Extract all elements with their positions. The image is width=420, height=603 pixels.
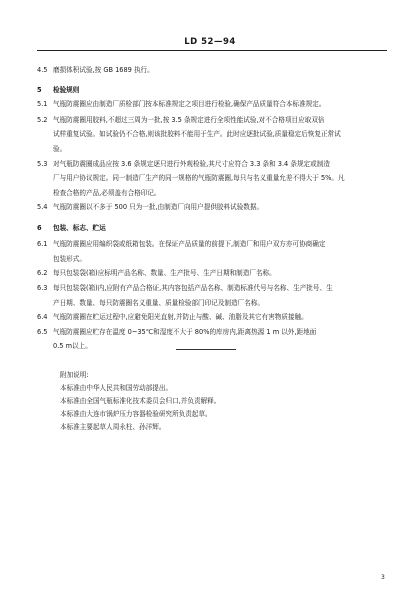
clause-text: 对气瓶防震圈成品应按 3.6 条规定逐只进行外观检验,其尺寸应符合 3.3 条和 3.4 条规定或制造	[53, 160, 330, 168]
body-line	[37, 328, 316, 337]
clause-text: 每只包装袋(箱)应标明产品名称、数量、生产批号、生产日期和制造厂名称。	[53, 269, 276, 277]
clause-number: 5.1	[37, 100, 48, 108]
body-line	[37, 299, 264, 308]
body-line	[37, 269, 276, 278]
body-line	[37, 342, 92, 351]
body-line	[37, 313, 308, 322]
body-line	[37, 240, 325, 249]
clause-text: 气瓶防震圈应由制造厂质检部门按本标准规定之项目进行检验,确保产品质量符合本标准规定。	[53, 100, 326, 108]
body-line	[37, 284, 333, 293]
body-line	[37, 189, 161, 198]
header-rule	[37, 50, 387, 51]
clause-number: 6.4	[37, 313, 48, 321]
clause-text: 气瓶防震圈在贮运过程中,应避免阳光直射,并防止与酸、碱、油脂及其它有害物质接触。	[53, 313, 308, 321]
note-item: 本标准由中华人民共和国劳动部提出。	[60, 384, 173, 392]
clause-text: 包装形式。	[53, 255, 86, 263]
body-line	[37, 66, 154, 75]
clause-number: 6	[37, 224, 42, 232]
body-line	[37, 116, 325, 125]
clause-text: 包装、标志、贮运	[53, 224, 106, 232]
clause-text: 每只包装袋(箱)内,应附有产品合格证,其内容包括产品名称、制造标准代号与名称、生产批号、生	[53, 284, 333, 292]
note-item: 本标准由大连市锅炉压力容器检验研究所负责起草。	[60, 410, 212, 418]
clause-text: 检查合格的产品,必须盖有合格印记。	[53, 189, 161, 197]
body-line	[37, 203, 263, 212]
body-line	[37, 224, 106, 233]
note-item: 本标准主要起草人周永柱、孙洋辉。	[60, 423, 166, 431]
body-line	[37, 100, 325, 109]
clause-text: 0.5 m以上。	[53, 342, 92, 350]
clause-number: 6.5	[37, 328, 48, 336]
clause-text: 验。	[53, 145, 67, 153]
clause-number: 5.2	[37, 116, 48, 124]
clause-number: 5	[37, 86, 42, 94]
clause-text: 磨损体积试验,按 GB 1689 执行。	[53, 66, 154, 74]
clause-number: 5.3	[37, 160, 48, 168]
section-divider	[176, 349, 236, 350]
page-number: 3	[381, 574, 385, 581]
body-line	[37, 86, 79, 95]
clause-number: 6.3	[37, 284, 48, 292]
clause-number: 5.4	[37, 203, 48, 211]
body-line	[37, 160, 330, 169]
clause-number: 4.5	[37, 66, 48, 74]
clause-text: 试样重复试验。如试验仍不合格,则该批胶料不能用于生产。此时应逐批试验,质量稳定后恢复正常试	[53, 130, 341, 138]
note-item: 本标准由全国气瓶标准化技术委员会归口,并负责解释。	[60, 397, 221, 405]
body-line	[37, 174, 345, 183]
clause-text: 气瓶防震圈应用编织袋或纸箱包装。在保证产品质量的前提下,制造厂和用户双方亦可协商确定	[53, 240, 326, 248]
clause-text: 气瓶防震圈以不多于 500 只为一批,由制造厂向用户提供胶料试验数据。	[53, 203, 264, 211]
notes-heading: 附加说明:	[60, 371, 89, 379]
clause-text: 产日期、数量、每只防震圈名义重量、质量检验部门印记及制造厂名称。	[53, 299, 264, 307]
clause-text: 厂与用户协议规定。同一制造厂生产的同一规格的气瓶防震圈,每只与名义重量允差不得大于 5%。凡	[53, 174, 345, 182]
body-line	[37, 145, 66, 154]
standard-code: LD 52—94	[184, 37, 236, 47]
clause-text: 气瓶防震圈用胶料,不超过三周为一批,按 3.5 条规定进行全项性能试验,对不合格项目应取双倍	[53, 116, 325, 124]
clause-text: 气瓶防震圈应贮存在温度 0~35℃和湿度不大于 80%的库房内,距离热源 1 m 以外,距地面	[53, 328, 317, 336]
body-line	[37, 255, 86, 264]
clause-text: 检验规则	[53, 86, 80, 94]
body-line	[37, 130, 341, 139]
clause-number: 6.1	[37, 240, 48, 248]
clause-number: 6.2	[37, 269, 48, 277]
